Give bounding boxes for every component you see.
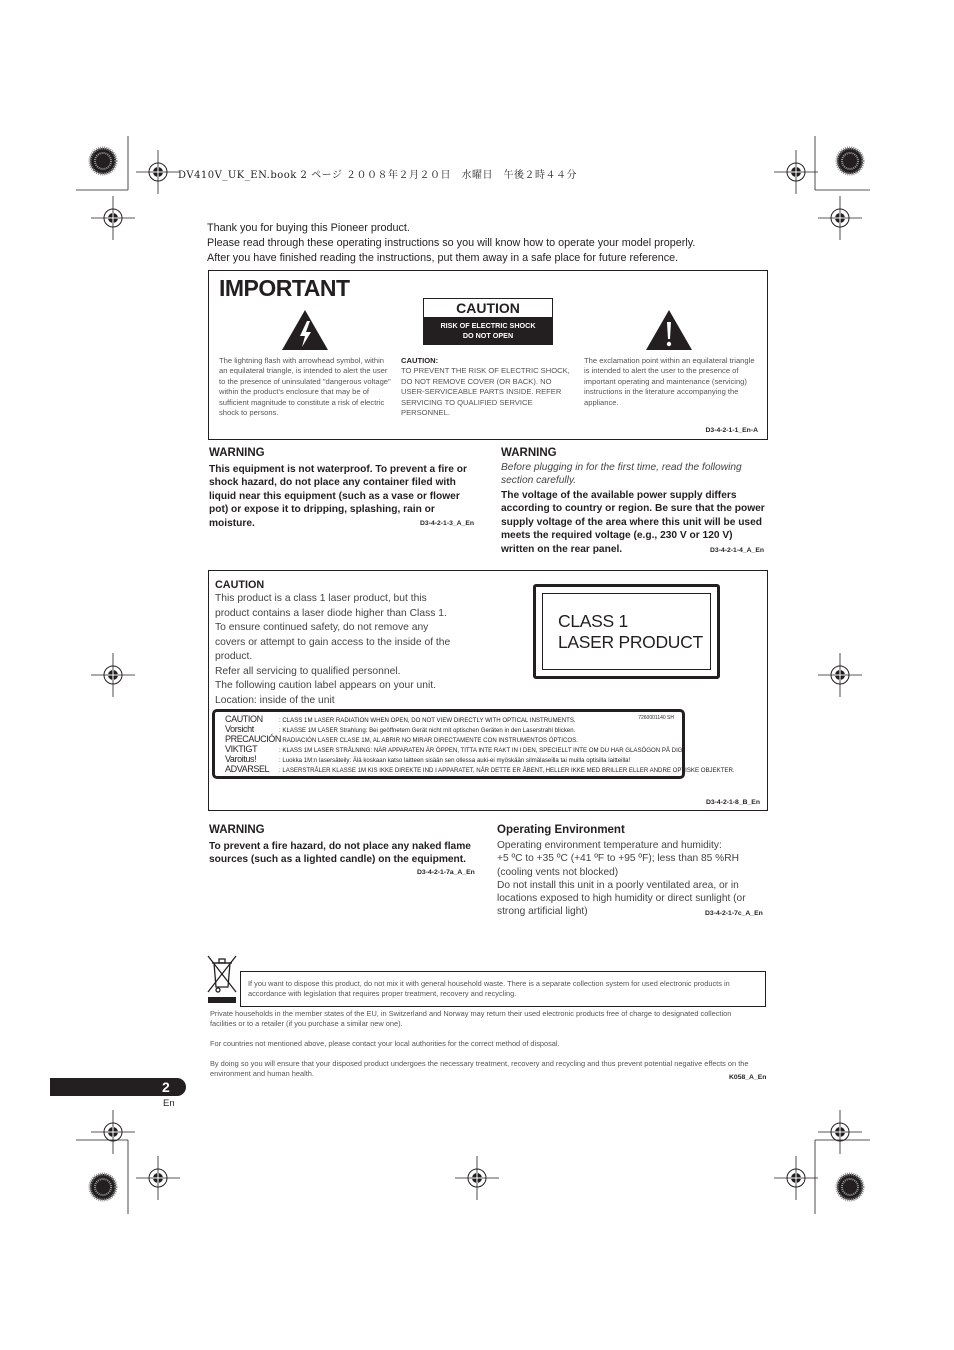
reference-code: D3-4-2-1-3_A_En	[420, 520, 475, 527]
label-row	[225, 744, 684, 754]
laser-text-line: Refer all servicing to qualified personnel.	[215, 665, 401, 677]
label-word: ADVARSEL	[225, 764, 270, 774]
warning-voltage-intro: Before plugging in for the first time, read the following section carefully.	[501, 462, 742, 486]
lightning-description: The lightning flash with arrowhead symbol, within an equilateral triangle, is intended to alert the user to the presence of uninsulated "dangerous voltage" within the product's enclosure that may be of sufficient magnitude to constitute a risk of electric shock to persons.	[219, 356, 391, 418]
disposal-paragraph: By doing so you will ensure that your disposed product undergoes the necessary treatment, recovery and recycling and thus prevent potential negative effects on the environment and human health.	[210, 1059, 749, 1079]
reference-code: K058_A_En	[729, 1074, 767, 1081]
exclamation-description: The exclamation point within an equilateral triangle is intended to alert the user to the presence of important operating and maintenance (servicing) instructions in the literature accompanying the appliance.	[584, 356, 755, 407]
reference-code: D3-4-2-1-7a_A_En	[417, 869, 475, 876]
intro-text	[207, 221, 695, 266]
file-header: DV410V_UK_EN.book 2 ページ ２００８年２月２０日 水曜日 午後２時４４分	[178, 170, 578, 181]
environment-line: +5 ºC to +35 ºC (+41 ºF to +95 ºF); less than 85 %RH	[497, 853, 739, 865]
label-row	[225, 734, 578, 744]
crossed-bin-icon	[206, 953, 238, 1005]
reference-code: D3-4-2-1-4_A_En	[710, 547, 765, 554]
environment-line: Operating environment temperature and humidity:	[497, 840, 722, 851]
label-text: : KLASSE 1M LASER Strahlung: Bei geöffnetem Gerät nicht mit optischen Geräten in den Laserstrahl blicken.	[279, 727, 576, 734]
label-code: 7260001140 SH	[638, 715, 674, 721]
caution-badge-title: CAUTION	[424, 299, 552, 318]
laser-text-line: To ensure continued safety, do not remove any	[215, 622, 429, 633]
caution-heading: CAUTION:	[401, 356, 439, 365]
label-word: Vorsicht	[225, 724, 254, 734]
label-word: CAUTION	[225, 714, 263, 724]
disposal-box-text: If you want to dispose this product, do not mix it with general household waste. There is a separate collection system for used electronic products in accordance with legislation that requires proper treatment, recovery and recycling.	[248, 979, 730, 999]
caution-badge-line: DO NOT OPEN	[462, 330, 514, 340]
class1-label-text	[558, 611, 703, 653]
laser-text-line: Location: inside of the unit	[215, 694, 335, 706]
laser-text-line: This product is a class 1 laser product, but this	[215, 593, 427, 604]
label-text: : Luokka 1M:n lasersäteily: Älä koskaan katso laitteen sisään sen ollessa auki-ei myöskään silmälaseilla tai muilla optisilla laitteilla!	[279, 757, 631, 764]
disposal-paragraph: For countries not mentioned above, please contact your local authorities for the correct method of disposal.	[210, 1039, 560, 1048]
label-row	[225, 764, 735, 774]
intro-line: Please read through these operating instructions so you will know how to operate your model properly.	[207, 237, 696, 249]
label-text: : RADIACIÓN LASER CLASE 1M, AL ABRIR NO MIRAR DIRECTAMENTE CON INSTRUMENTOS ÓPTICOS.	[279, 737, 578, 744]
label-row	[225, 724, 575, 734]
intro-line: Thank you for buying this Pioneer product.	[207, 222, 410, 234]
laser-text-line: covers or attempt to gain access to the inside of the	[215, 636, 451, 648]
class1-line: CLASS 1	[558, 611, 628, 631]
environment-line: Do not install this unit in a poorly ventilated area, or in	[497, 879, 739, 891]
lightning-warning-icon	[280, 308, 330, 352]
reference-code: D3-4-2-1-8_B_En	[705, 799, 760, 806]
class1-laser-label	[533, 584, 720, 679]
class1-line: LASER PRODUCT	[558, 632, 703, 652]
caution-badge-line: RISK OF ELECTRIC SHOCK	[440, 321, 536, 330]
laser-text-line: product contains a laser diode higher than Class 1.	[215, 607, 447, 619]
reference-code: D3-4-2-1-1_En-A	[705, 427, 758, 434]
label-text: : CLASS 1M LASER RADIATION WHEN OPEN, DO NOT VIEW DIRECTLY WITH OPTICAL INSTRUMENTS.	[279, 717, 576, 724]
label-row	[225, 754, 630, 764]
warning-heading: WARNING	[501, 447, 557, 459]
reference-code: D3-4-2-1-7c_A_En	[705, 910, 763, 917]
environment-line: strong artificial light)	[497, 906, 588, 918]
disposal-paragraph: Private households in the member states of the EU, in Switzerland and Norway may return their used electronic products free of charge to designated collection facilities or to a retailer (if you purchase a similar new one).	[210, 1009, 732, 1029]
label-text: : LASERSTRÅLER KLASSE 1M KIS IKKE DIREKTE IND I APPARATET, NÅR DETTE ER ÅBENT, HELLER IKKE MED BRILLER ELLER ANDRE OPTISKE OBJEKTER.	[279, 767, 735, 774]
warning-voltage-text: The voltage of the available power supply differs according to country or region. Be sure that the power supply voltage of the area where this unit will be used meets the required voltage (e.g., 230 V or 120 V) written on the rear panel.	[501, 490, 765, 555]
intro-line: After you have finished reading the instructions, put them away in a safe place for future reference.	[207, 252, 679, 264]
page-language: En	[163, 1098, 175, 1109]
warning-heading: WARNING	[209, 447, 265, 459]
environment-line: locations exposed to high humidity or direct sunlight (or	[497, 893, 746, 905]
label-row	[225, 714, 576, 724]
page-number: 2	[162, 1079, 170, 1095]
label-word: PRECAUCIÓN	[225, 734, 282, 744]
important-title: IMPORTANT	[219, 275, 350, 301]
laser-text-line: product.	[215, 651, 253, 662]
laser-caution-text	[215, 592, 515, 708]
label-word: VIKTIGT	[225, 744, 258, 754]
environment-text	[497, 839, 767, 919]
laser-warning-label	[212, 709, 735, 779]
caution-badge-subtitle	[424, 318, 552, 344]
environment-heading: Operating Environment	[497, 824, 625, 836]
caution-description	[401, 356, 571, 418]
warning-flame-text: To prevent a fire hazard, do not place any naked flame sources (such as a lighted candle) on the equipment.	[209, 841, 471, 866]
laser-caution-heading: CAUTION	[215, 579, 265, 591]
warning-heading: WARNING	[209, 824, 265, 836]
warning-waterproof-text: This equipment is not waterproof. To prevent a fire or shock hazard, do not place any container filed with liquid near this equipment (such as a vase or flower pot) or expose it to dripping, splashing, rain or moisture.	[209, 464, 467, 529]
label-word: Varoitus!	[225, 754, 257, 764]
label-text: : KLASS 1M LASER STRÅLNING: NÄR APPARATEN ÄR ÖPPEN, TITTA INTE RAKT IN I DEN, SPECIELLT INTE OM DU HAR GLASÖGON PÅ DIG.	[279, 747, 685, 754]
laser-text-line: The following caution label appears on your unit.	[215, 680, 436, 691]
caution-badge	[423, 298, 553, 345]
environment-line: (cooling vents not blocked)	[497, 866, 619, 878]
caution-text: TO PREVENT THE RISK OF ELECTRIC SHOCK, DO NOT REMOVE COVER (OR BACK). NO USER-SERVICEABLE PARTS INSIDE. REFER SERVICING TO QUALIFIED SERVICE PERSONNEL.	[401, 366, 570, 418]
exclamation-warning-icon	[644, 308, 694, 352]
